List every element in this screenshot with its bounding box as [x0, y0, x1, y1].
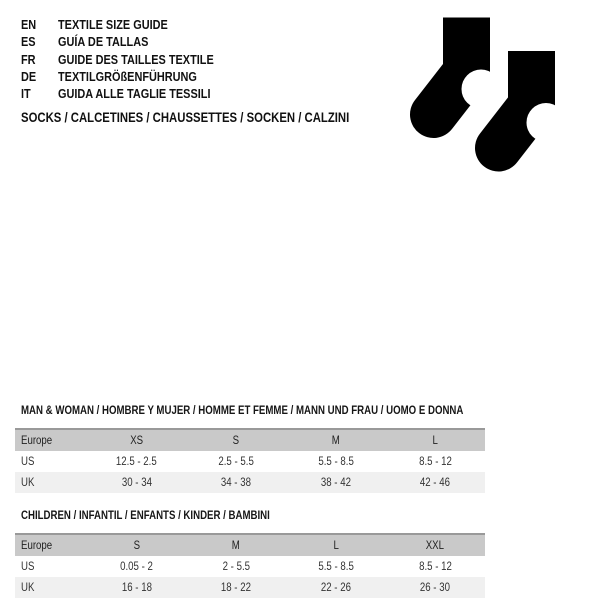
product-category-text: SOCKS / CALCETINES / CHAUSSETTES / SOCKEN / CALZINI: [21, 110, 350, 125]
language-code: IT: [21, 86, 31, 102]
size-table-man-woman: [15, 428, 485, 493]
size-value: 2.5 - 5.5: [218, 455, 254, 468]
table-header-row: [15, 533, 485, 556]
size-cell: [286, 582, 386, 594]
size-cell: [87, 561, 187, 573]
size-value: 5.5 - 8.5: [318, 455, 354, 468]
language-code: EN: [21, 17, 37, 33]
language-list: [21, 16, 243, 102]
size-cell: [286, 477, 386, 489]
sock-front-shape: [499, 46, 566, 148]
column-header-text: M: [232, 539, 241, 552]
guide-title-fr: GUIDE DES TAILLES TEXTILE: [58, 51, 214, 67]
sock-heel-hole: [462, 70, 501, 109]
size-cell: [286, 561, 386, 573]
size-cell: [187, 477, 287, 489]
size-value: 38 - 42: [320, 476, 351, 489]
column-header-l: [286, 540, 386, 552]
size-cell: [386, 477, 486, 489]
guide-title-en: TEXTILE SIZE GUIDE: [58, 17, 168, 33]
column-header-xxl: [386, 540, 486, 552]
size-value: 2 - 5.5: [222, 560, 250, 573]
table-title-children: [21, 509, 317, 523]
table-header-row: [15, 428, 485, 451]
table-row-uk: [15, 577, 485, 598]
language-row-fr: [21, 51, 243, 68]
column-header-xs: [87, 435, 187, 447]
size-cell: [386, 456, 486, 468]
table-row-us: [15, 556, 485, 577]
size-cell: [187, 456, 287, 468]
size-value: 30 - 34: [121, 476, 152, 489]
guide-title-es: GUÍA DE TALLAS: [58, 34, 149, 50]
column-header-text: S: [233, 434, 240, 447]
language-row-es: [21, 33, 243, 50]
size-table-children: [15, 533, 485, 598]
size-value: 12.5 - 2.5: [116, 455, 158, 468]
size-cell: [187, 561, 287, 573]
column-header-m: [286, 435, 386, 447]
table-title-man-woman: [21, 404, 548, 418]
size-cell: [386, 561, 486, 573]
column-header-europe: [15, 435, 87, 447]
guide-title-it: GUIDA ALLE TAGLIE TESSILI: [58, 86, 211, 102]
socks-icon: [403, 10, 573, 180]
size-value: 0.05 - 2: [120, 560, 154, 573]
size-value: 5.5 - 8.5: [318, 560, 354, 573]
size-cell: [286, 456, 386, 468]
sock-heel-hole: [527, 103, 566, 142]
size-cell: [87, 477, 187, 489]
size-value: 16 - 18: [121, 581, 152, 594]
size-value: 42 - 46: [420, 476, 451, 489]
size-value: 8.5 - 12: [418, 560, 452, 573]
row-label-text: UK: [21, 581, 35, 594]
row-label-text: US: [21, 455, 35, 468]
sock-back-shape: [434, 18, 501, 115]
language-row-it: [21, 85, 243, 102]
column-header-s: [187, 435, 287, 447]
product-category-line: [21, 110, 412, 126]
size-value: 34 - 38: [221, 476, 252, 489]
table-row-us: [15, 451, 485, 472]
table-title-children-text: CHILDREN / INFANTIL / ENFANTS / KINDER / BAMBINI: [21, 510, 270, 522]
language-row-de: [21, 68, 243, 85]
column-header-text: Europe: [21, 539, 53, 552]
column-header-text: Europe: [21, 434, 53, 447]
language-code: ES: [21, 34, 36, 50]
row-label: [15, 582, 87, 594]
column-header-l: [386, 435, 486, 447]
row-label: [15, 456, 87, 468]
row-label: [15, 477, 87, 489]
row-label-text: UK: [21, 476, 35, 489]
guide-title-de: TEXTILGRÖßENFÜHRUNG: [58, 69, 197, 85]
column-header-text: L: [432, 434, 438, 447]
row-label: [15, 561, 87, 573]
row-label-text: US: [21, 560, 35, 573]
size-cell: [87, 456, 187, 468]
column-header-text: XS: [130, 434, 144, 447]
size-cell: [386, 582, 486, 594]
size-cell: [87, 582, 187, 594]
column-header-s: [87, 540, 187, 552]
size-value: 18 - 22: [221, 581, 252, 594]
size-value: 22 - 26: [320, 581, 351, 594]
language-code: FR: [21, 51, 36, 67]
language-row-en: [21, 16, 243, 33]
size-cell: [187, 582, 287, 594]
column-header-text: M: [331, 434, 340, 447]
size-value: 8.5 - 12: [418, 455, 452, 468]
column-header-text: L: [333, 539, 339, 552]
language-code: DE: [21, 69, 37, 85]
column-header-europe: [15, 540, 87, 552]
column-header-m: [187, 540, 287, 552]
size-value: 26 - 30: [420, 581, 451, 594]
column-header-text: S: [133, 539, 140, 552]
column-header-text: XXL: [426, 539, 445, 552]
table-row-uk: [15, 472, 485, 493]
table-title-man-woman-text: MAN & WOMAN / HOMBRE Y MUJER / HOMME ET FEMME / MANN UND FRAU / UOMO E DONNA: [21, 405, 464, 417]
